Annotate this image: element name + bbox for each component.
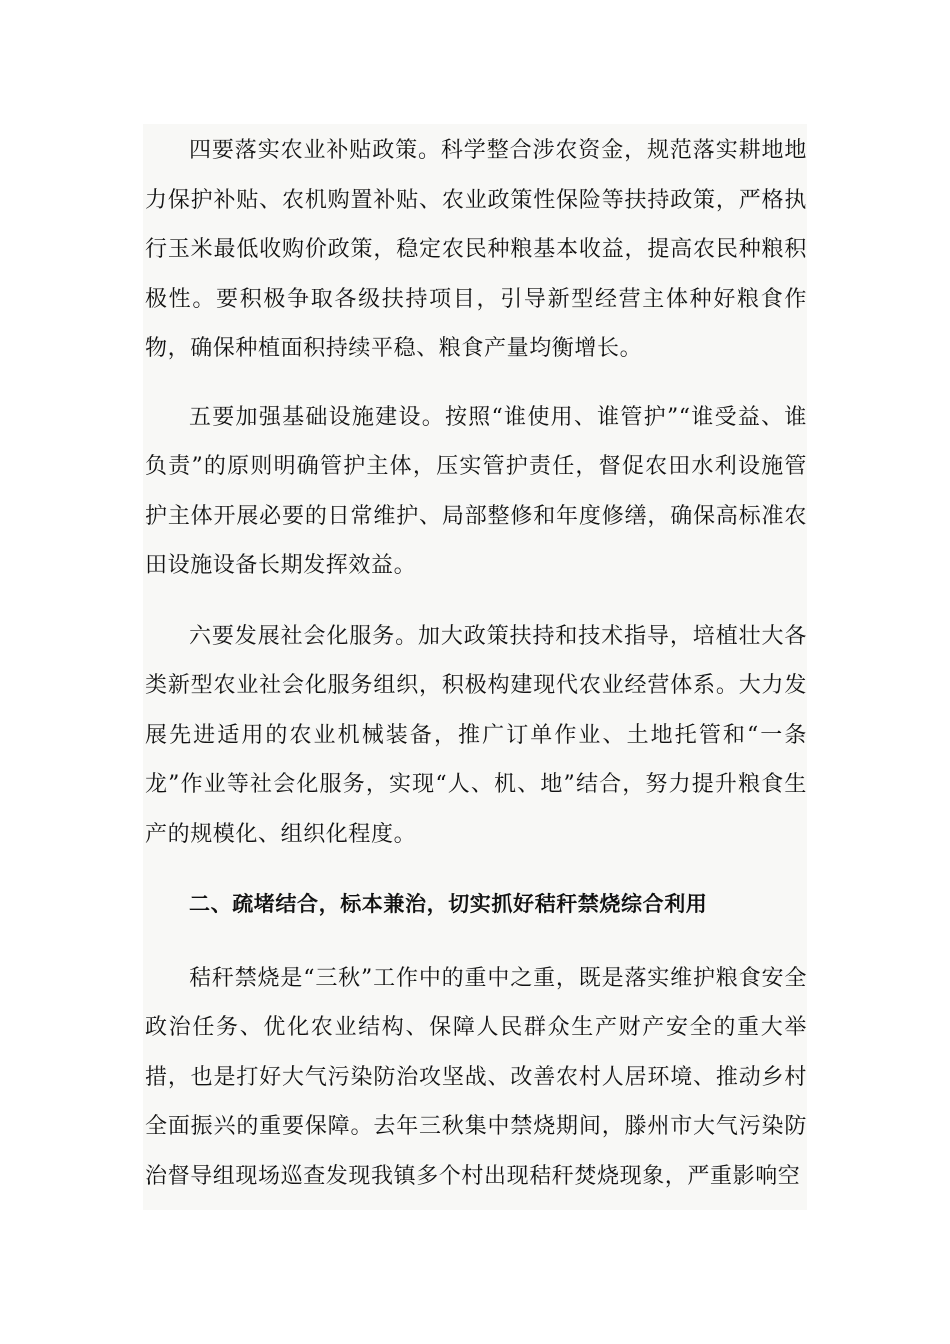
document-body — [143, 124, 807, 1210]
paragraph-straw-burning: 秸秆禁烧是“三秋”工作中的重中之重，既是落实维护粮食安全政治任务、优化农业结构、保障人民群众生产财产安全的重大举措，也是打好大气污染防治攻坚战、改善农村人居环境、推动乡村全面振兴的重要保障。去年三秋集中禁烧期间，滕州市大气污染防治督导组现场巡查发现我镇多个村出现秸秆焚烧现象，严重影响空 — [145, 965, 807, 1189]
paragraph-infrastructure: 五要加强基础设施建设。按照“谁使用、谁管护”“谁受益、谁负责”的原则明确管护主体，压实管护责任，督促农田水利设施管护主体开展必要的日常维护、局部整修和年度修缮，确保高标准农田设施设备长期发挥效益。 — [145, 404, 807, 578]
paragraph-agricultural-subsidy: 四要落实农业补贴政策。科学整合涉农资金，规范落实耕地地力保护补贴、农机购置补贴、农业政策性保险等扶持政策，严格执行玉米最低收购价政策，稳定农民种粮基本收益，提高农民种粮积极性。要积极争取各级扶持项目，引导新型经营主体种好粮食作物，确保种植面积持续平稳、粮食产量均衡增长。 — [145, 138, 807, 361]
paragraph-social-services: 六要发展社会化服务。加大政策扶持和技术指导，培植壮大各类新型农业社会化服务组织，积极构建现代农业经营体系。大力发展先进适用的农业机械装备，推广订单作业、土地托管和“一条龙”作业等社会化服务，实现“人、机、地”结合，努力提升粮食生产的规模化、组织化程度。 — [145, 623, 807, 847]
section-heading: 二、疏堵结合，标本兼治，切实抓好秸秆禁烧综合利用 — [189, 892, 708, 916]
